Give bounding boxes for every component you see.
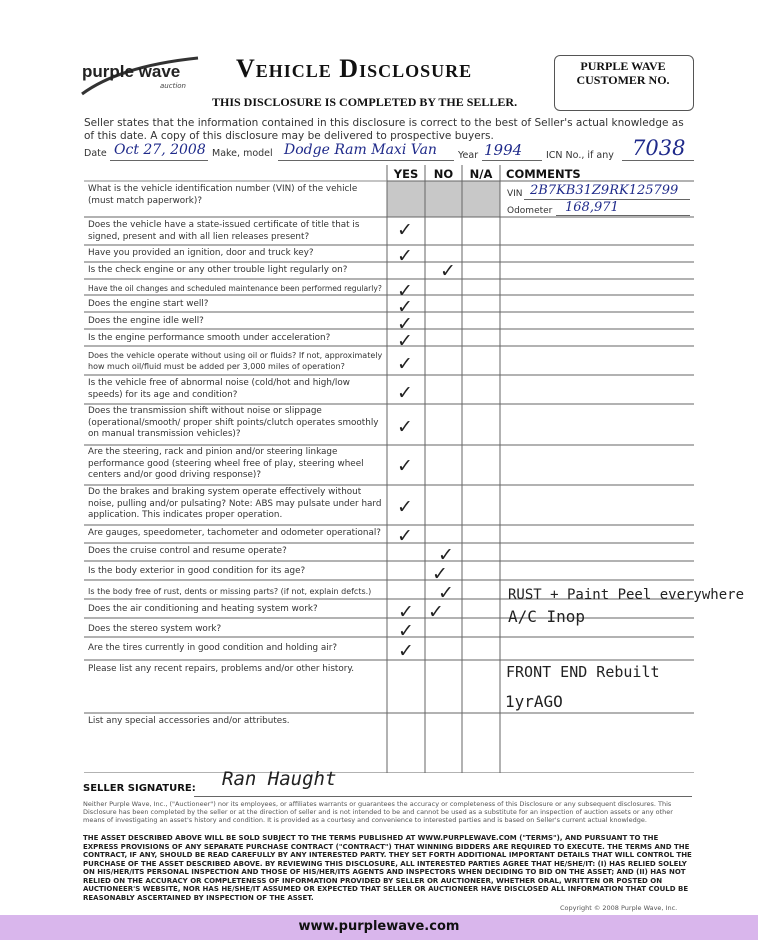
make-value[interactable]: Dodge Ram Maxi Van	[284, 142, 437, 158]
row-question: Does the engine idle well?	[88, 316, 204, 326]
yes-check[interactable]: ✓	[397, 280, 413, 302]
disclaimer-text: Neither Purple Wave, Inc., ("Auctioneer") nor its employees, or affiliates warrants or guarantees the accuracy or completeness of this Disclosure or any subsequent disclosures. This Disclosure has been completed by the seller or at the direction of seller and is not intended to be and cannot be used as a substitute for an inspection of auction assets or any other means of investigating an asset's history and condition. It is provided as a courtesy and convenience to interested parties and is based on Seller's current actual knowledge.	[83, 800, 673, 824]
yes-check[interactable]: ✓	[397, 416, 413, 438]
no-check[interactable]: ✓	[428, 601, 444, 623]
row-question: Are gauges, speedometer, tachometer and odometer operational?	[88, 528, 381, 538]
row-question: Are the steering, rack and pinion and/or steering linkage performance good (steering wheel free of play, steering wheel centers and/or good driving response)?	[88, 447, 364, 480]
signature-value[interactable]: Ran Haught	[222, 768, 337, 790]
row-question: Is the body exterior in good condition for its age?	[88, 566, 306, 576]
intro-text: Seller states that the information contained in this disclosure is correct to the best of Seller's actual knowledge as of this date. A copy of this disclosure may be delivered to prospective buyers.	[84, 117, 684, 142]
make-label: Make, model	[212, 148, 273, 159]
yes-check[interactable]: ✓	[397, 525, 413, 547]
column-yes: YES	[393, 167, 419, 181]
logo-text: purple wave	[82, 62, 181, 81]
no-check[interactable]: ✓	[432, 563, 448, 585]
column-na: N/A	[469, 167, 493, 181]
row-question: Is the vehicle free of abnormal noise (cold/hot and high/low speeds) for its age and condition?	[88, 378, 350, 400]
yes-check[interactable]: ✓	[397, 330, 413, 352]
customer-label-line1: PURPLE WAVE	[580, 59, 666, 73]
odometer-label: Odometer	[507, 206, 553, 216]
row-question: Does the engine start well?	[88, 299, 209, 309]
footer-url[interactable]: www.purplewave.com	[298, 919, 460, 934]
row-question: Are the tires currently in good condition and holding air?	[88, 643, 338, 653]
date-label: Date	[84, 148, 107, 159]
terms-text: THE ASSET DESCRIBED ABOVE WILL BE SOLD SUBJECT TO THE TERMS PUBLISHED AT WWW.PURPLEWAVE.COM ("TERMS"), AND PURSUANT TO THE EXPRESS PROVISIONS OF ANY SEPARATE PURCHASE CONTRACT ("CONTRACT") THAT WINNING BIDDERS ARE REQUIRED TO EXECUTE. THE TERMS AND THE CONTRACT, IF ANY, SHOULD BE READ CAREFULLY BY ANY INTERESTED PARTY. THEY SET FORTH ADDITIONAL IMPORTANT DETAILS THAT WILL CONTROL THE PURCHASE OF THE ASSET DESCRIBED ABOVE. BY REVIEWING THIS DISCLOSURE, ALL INTERESTED PARTIES AGREE THAT HE/SHE/IT: (I) HAS RELIED SOLELY ON HIS/HER/ITS PERSONAL INSPECTION AND THOSE OF HIS/HER/ITS AGENTS AND INSPECTORS WHEN DECIDING TO BID ON THE ASSET; AND (II) HAS NOT RELIED ON THE ACCURACY OR COMPLETENESS OF INFORMATION PROVIDED BY SELLER OR AUCTIONEER, WHETHER ORAL, WRITTEN OR POSTED ON AUCTIONEER'S WEBSITE, NOR HAS HE/SHE/IT ASSUMED OR EXPECTED THAT SELLER OR AUCTIONEER HAVE DISCLOSED ALL INFORMATION THAT COULD BE REASONABLY ASCERTAINED BY INSPECTION OF THE ASSET.	[83, 834, 692, 902]
icn-line	[622, 160, 694, 161]
row-question: Does the transmission shift without noise or slippage (operational/smooth/ proper shift points/clutch operates smoothly on manual transmission vehicles)?	[88, 406, 379, 439]
signature-label: SELLER SIGNATURE:	[83, 783, 196, 794]
yes-check[interactable]: ✓	[397, 496, 413, 518]
row-question: What is the vehicle identification number (VIN) of the vehicle (must match paperwork)?	[88, 184, 358, 206]
yes-check[interactable]: ✓	[398, 640, 414, 662]
yes-check[interactable]: ✓	[397, 296, 413, 318]
customer-label-line2: CUSTOMER NO.	[576, 73, 670, 87]
yes-check[interactable]: ✓	[397, 219, 413, 241]
row-question: Please list any recent repairs, problems and/or other history.	[88, 664, 355, 674]
comment-repairs-1[interactable]: FRONT END Rebuilt	[506, 663, 660, 681]
vin-value[interactable]: 2B7KB31Z9RK125799	[530, 183, 679, 198]
vin-label: VIN	[507, 189, 523, 199]
comment-rust[interactable]: RUST + Paint Peel everywhere	[508, 587, 745, 603]
page-subtitle: THIS DISCLOSURE IS COMPLETED BY THE SELLER.	[212, 95, 518, 109]
column-no: NO	[433, 167, 454, 181]
year-value[interactable]: 1994	[484, 141, 523, 159]
year-label: Year	[458, 150, 479, 161]
odometer-value[interactable]: 168,971	[565, 200, 619, 215]
no-check[interactable]: ✓	[440, 260, 456, 282]
yes-check[interactable]: ✓	[397, 382, 413, 404]
yes-check[interactable]: ✓	[398, 601, 414, 623]
row-question: Does the cruise control and resume operate?	[88, 546, 287, 556]
row-question: Have you provided an ignition, door and truck key?	[88, 248, 314, 258]
row-question: Does the stereo system work?	[88, 624, 222, 634]
yes-check[interactable]: ✓	[397, 455, 413, 477]
no-check[interactable]: ✓	[438, 582, 454, 604]
yes-check[interactable]: ✓	[397, 353, 413, 375]
page-title: Vehicle Disclosure	[236, 54, 473, 83]
row-question: Is the engine performance smooth under acceleration?	[88, 333, 331, 343]
yes-check[interactable]: ✓	[397, 313, 413, 335]
row-question: List any special accessories and/or attributes.	[88, 716, 290, 726]
logo-subtext: auction	[160, 82, 186, 90]
customer-number-label	[556, 59, 690, 87]
comment-ac[interactable]: A/C Inop	[508, 607, 586, 626]
date-value[interactable]: Oct 27, 2008	[114, 142, 206, 158]
row-question: Does the air conditioning and heating system work?	[88, 604, 318, 614]
signature-line	[194, 796, 692, 797]
date-line	[110, 160, 208, 161]
row-question: Have the oil changes and scheduled maintenance been performed regularly?	[88, 284, 382, 293]
yes-check[interactable]: ✓	[397, 245, 413, 267]
icn-value[interactable]: 7038	[632, 136, 686, 160]
row-question: Do the brakes and braking system operate effectively without noise, pulling and/or pulsating? Note: ABS may pulsate under hard application. This indicates proper operation.	[88, 487, 382, 520]
make-line	[278, 160, 454, 161]
row-question: Is the body free of rust, dents or missing parts? (if not, explain defcts.)	[88, 587, 372, 596]
icn-label: ICN No., if any	[546, 150, 614, 161]
copyright: Copyright © 2008 Purple Wave, Inc.	[560, 904, 678, 912]
comment-repairs-2[interactable]: 1yrAGO	[505, 692, 563, 711]
no-check[interactable]: ✓	[438, 544, 454, 566]
year-line	[482, 160, 542, 161]
row-question: Does the vehicle have a state-issued certificate of title that is signed, present and with all lien releases present?	[88, 220, 360, 242]
yes-check[interactable]: ✓	[398, 620, 414, 642]
row-question: Is the check engine or any other trouble light regularly on?	[88, 265, 348, 275]
column-comments: COMMENTS	[506, 167, 581, 181]
odometer-line	[556, 215, 690, 216]
row-question: Does the vehicle operate without using oil or fluids? If not, approximately how much oil/fluid must be added per 3,000 miles of operation?	[88, 351, 383, 371]
